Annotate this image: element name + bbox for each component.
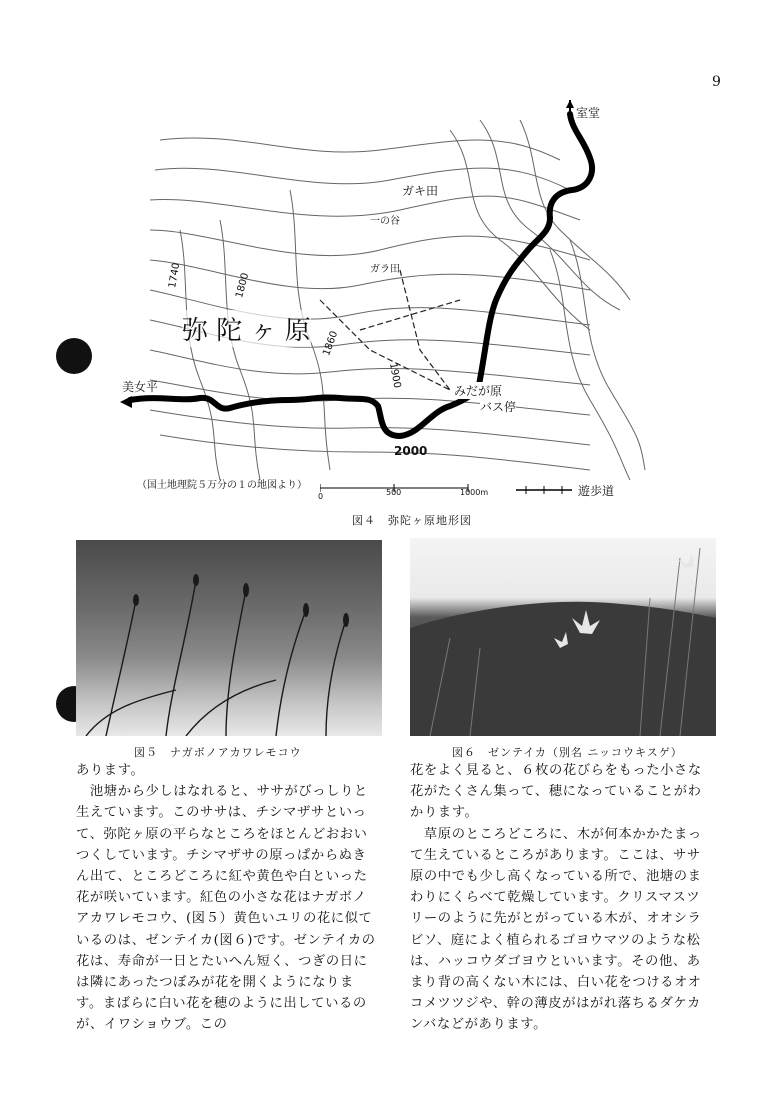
photo-day-lily xyxy=(410,538,716,736)
contour-label-2000: 2000 xyxy=(394,444,428,458)
body-text-right-paragraphs: 花をよく見ると、６枚の花びらをもった小さな花がたくさん集って、穂になっていることがわかります。 草原のところどころに、木が何本かかたまって生えているところがあります。ここは、ササ原の中でも少し高くなっている所で、池塘のまわりにくらべて乾燥しています。クリスマスツリーのように先がとがっている木が、オオシラビソ、庭によく植られるゴヨウマツのような松は、ハッコウダゴヨウといいます。その他、あまり背の高くない木には、白い花をつけるオオコメツツジや、幹の薄皮がはがれ落ちるダケカンバなどがあります。 xyxy=(410,763,702,1033)
main-road xyxy=(130,114,592,436)
map-label-bijodaira: 美女平 xyxy=(122,380,159,394)
trail-legend-symbol xyxy=(516,486,572,494)
trail-legend-label: 遊歩道 xyxy=(578,484,615,498)
body-text-left xyxy=(76,760,376,1036)
topographic-map xyxy=(120,100,650,500)
figure-4-caption: 図４ 弥陀ヶ原地形図 xyxy=(352,514,472,527)
map-label-main: 弥 陀 ヶ 原 xyxy=(182,310,311,347)
map-drawing xyxy=(120,100,650,500)
contour-label-1860: 1860 xyxy=(321,329,341,358)
map-label-bus-stop: バス停 xyxy=(480,400,517,414)
map-label-gaki-den: ガキ田 xyxy=(402,184,439,198)
binder-hole-top xyxy=(56,338,92,374)
map-label-murodo: 室堂 xyxy=(576,106,601,120)
scale-label-0: 0 xyxy=(318,492,324,501)
photo-burnet xyxy=(76,540,382,736)
map-label-gara-den: ガラ田 xyxy=(370,264,400,275)
map-label-midagahara: みだが原 xyxy=(454,384,503,398)
map-source-note: （国土地理院５万分の１の地図より） xyxy=(137,480,307,491)
figure-5-caption: 図５ ナガボノアカワレモコウ xyxy=(134,746,302,759)
body-text-left-paragraphs: あります。 池塘から少しはなれると、ササがびっしりと生えています。このササは、チシマザサといって、弥陀ヶ原の平らなところをほとんどおおいつくしています。チシマザサの原っぱからぬきん出て、ところどころに紅や黄色や白といった花が咲いています。紅色の小さな花はナガボノアカワレモコウ、(図５）黄色いユリの花に似ているのは、ゼンテイカ(図６)です。ゼンテイカの花は、寿命が一日とたいへん短く、つぎの日には隣にあったつぼみが花を開くようになります。まばらに白い花を穂のように出しているのが、イワショウブ。この xyxy=(76,763,376,1033)
contour-label-1900: 1900 xyxy=(387,362,403,389)
scale-label-1000: 1000m xyxy=(460,488,489,497)
map-label-ichinotani: 一の谷 xyxy=(370,216,400,227)
scale-label-500: 500 xyxy=(386,488,402,497)
figure-6-caption: 図６ ゼンテイカ（別名 ニッコウキスゲ） xyxy=(452,746,683,759)
contour-label-1740: 1740 xyxy=(167,262,183,289)
contour-label-1800: 1800 xyxy=(234,271,252,300)
contour-lines xyxy=(150,120,645,480)
page-number: 9 xyxy=(712,74,721,90)
body-text-right xyxy=(410,760,710,1036)
